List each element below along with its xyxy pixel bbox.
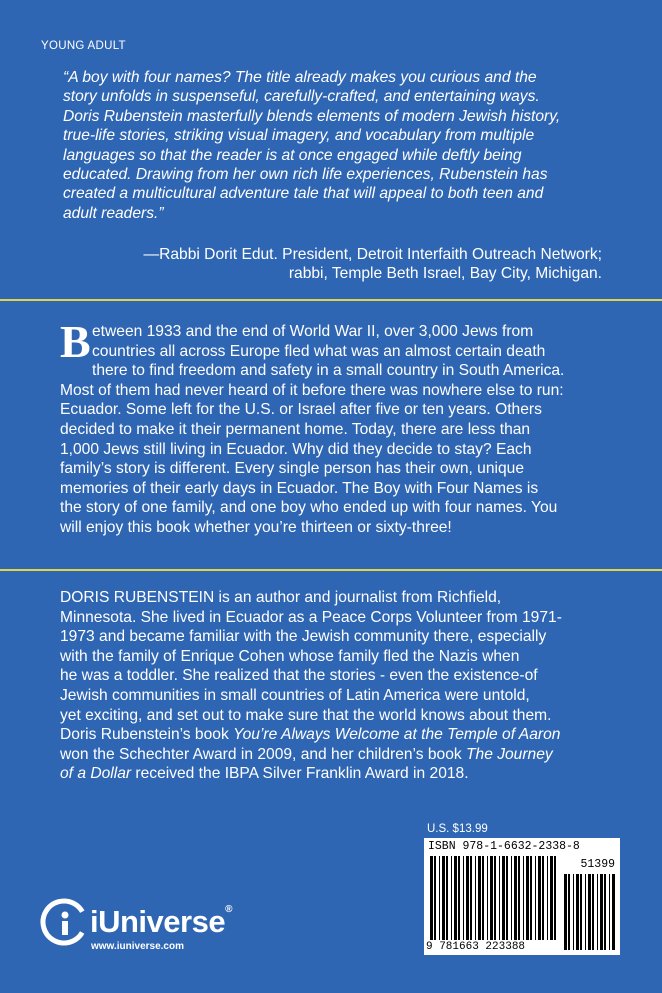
bio-line xyxy=(60,725,618,745)
synopsis-line: family’s story is different. Every single person has their own, unique xyxy=(60,460,524,478)
bio-line: DORIS RUBENSTEIN is an author and journalist from Richfield, xyxy=(60,589,502,606)
bio-line: Minnesota. She lived in Ecuador as a Peace Corps Volunteer from 1971- xyxy=(60,608,562,626)
publisher-url: www.iuniverse.com xyxy=(91,941,184,952)
barcode-bar xyxy=(588,874,591,950)
quote-line: languages so that the reader is at once engaged while deftly being xyxy=(63,146,522,164)
synopsis-line: Ecuador. Some left for the U.S. or Israel after five or ten years. Others xyxy=(60,401,542,419)
bio-text: Doris Rubenstein’s book xyxy=(60,726,234,744)
barcode-bar xyxy=(494,856,496,940)
barcode-bar xyxy=(470,856,472,940)
quote-line: educated. Drawing from her own rich life experiences, Rubenstein has xyxy=(63,166,548,184)
barcode-bar xyxy=(554,856,556,940)
bio-line: he was a toddler. She realized that the stories - even the existence-of xyxy=(60,667,538,685)
author-bio xyxy=(60,588,618,784)
barcode-bar xyxy=(514,856,517,940)
barcode-bar xyxy=(506,856,508,940)
iuniverse-swirl-icon xyxy=(40,898,88,946)
barcode-bar xyxy=(466,856,469,940)
barcode-bar xyxy=(542,856,544,940)
barcode-bar xyxy=(446,856,448,940)
barcode-bar xyxy=(458,856,460,940)
isbn-text: ISBN 978-1-6632-2338-8 xyxy=(428,840,580,853)
publisher-logo xyxy=(40,898,270,958)
barcode-bar xyxy=(550,856,553,940)
barcode-bar xyxy=(490,856,493,940)
barcode-bar xyxy=(576,874,579,950)
book-title: of a Dollar xyxy=(60,765,132,783)
bio-line: yet exciting, and set out to make sure that the world knows about them. xyxy=(60,706,552,724)
barcode-digits: 9 781663 223388 xyxy=(426,941,526,953)
barcode-bar xyxy=(482,856,484,940)
quote-line: true-life stories, striking visual imagery, and vocabulary from multiple xyxy=(63,127,535,145)
barcode-bar xyxy=(518,856,520,940)
barcode-bar xyxy=(535,856,536,940)
quote-line: story unfolds in suspenseful, carefully-crafted, and entertaining ways. xyxy=(63,88,540,106)
barcode-bar xyxy=(439,856,440,940)
barcode-bar xyxy=(442,856,445,940)
bio-line: with the family of Enrique Cohen whose family fled the Nazis when xyxy=(60,647,520,665)
publisher-name xyxy=(90,904,232,940)
barcode-bar xyxy=(434,856,436,940)
barcode-bar xyxy=(502,856,505,940)
barcode-bar xyxy=(451,856,452,940)
attribution-line: —Rabbi Dorit Edut. President, Detroit Interfaith Outreach Network; xyxy=(143,246,602,263)
barcode-bar xyxy=(499,856,500,940)
bio-line: 1973 and became familiar with the Jewish community there, especially xyxy=(60,628,547,646)
synopsis-line: will enjoy this book whether you’re thirteen or sixty-three! xyxy=(60,518,452,536)
genre-label: YOUNG ADULT xyxy=(41,40,126,52)
barcode-bar xyxy=(604,874,606,950)
barcode-bar xyxy=(526,856,529,940)
barcode-bar xyxy=(564,874,567,950)
isbn-barcode xyxy=(424,838,620,955)
bio-line xyxy=(60,764,618,784)
synopsis-line: there to find freedom and safety in a small country in South America. xyxy=(92,362,565,380)
publisher-name-text: iUniverse xyxy=(90,904,226,939)
divider-rule xyxy=(0,569,662,571)
barcode-bar xyxy=(597,874,598,950)
barcode-bar xyxy=(430,856,433,940)
price-addon-digits: 51399 xyxy=(580,858,615,871)
barcode-bar xyxy=(463,856,464,940)
bio-text: received the IBPA Silver Franklin Award in 2018. xyxy=(131,765,469,783)
synopsis-line: decided to make it their permanent home. Today, there are less than xyxy=(60,420,531,438)
bio-line: Jewish communities in small countries of Latin America were untold, xyxy=(60,686,530,704)
barcode-bar xyxy=(547,856,548,940)
price-label: U.S. $13.99 xyxy=(427,823,488,835)
barcode-bar xyxy=(475,856,476,940)
barcode-bar xyxy=(609,874,610,950)
barcode-bar xyxy=(600,874,603,950)
divider-rule xyxy=(0,299,662,301)
barcode-bar xyxy=(511,856,512,940)
quote-line: adult readers.” xyxy=(63,204,164,222)
book-title: The Journey xyxy=(466,745,553,763)
registered-mark: ® xyxy=(225,904,232,915)
quote-line: created a multicultural adventure tale that will appeal to both teen and xyxy=(63,185,544,203)
quote-attribution xyxy=(144,245,602,284)
barcode-bar xyxy=(573,874,574,950)
barcode-bar xyxy=(487,856,488,940)
barcode-bar xyxy=(612,874,615,950)
barcode-bar xyxy=(478,856,481,940)
barcode-bar xyxy=(568,874,570,950)
synopsis-line: Most of them had never heard of it before there was nowhere else to run: xyxy=(60,381,564,399)
quote-line: “A boy with four names? The title already makes you curious and the xyxy=(63,69,537,86)
barcode-bar xyxy=(523,856,524,940)
synopsis-line: the story of one family, and one boy who ended up with four names. You xyxy=(60,499,558,517)
barcode-bar xyxy=(454,856,457,940)
barcode-bar xyxy=(592,874,594,950)
quote-line: Doris Rubenstein masterfully blends elements of modern Jewish history, xyxy=(63,107,561,125)
barcode-bar xyxy=(538,856,541,940)
barcode-bars xyxy=(424,838,620,955)
synopsis-line: 1,000 Jews still living in Ecuador. Why did they decide to stay? Each xyxy=(60,440,532,458)
attribution-line: rabbi, Temple Beth Israel, Bay City, Michigan. xyxy=(288,265,602,283)
book-title: You’re Always Welcome at the Temple of Aaron xyxy=(233,726,561,744)
barcode-bar xyxy=(585,874,586,950)
book-synopsis xyxy=(60,316,618,538)
synopsis-line: etween 1933 and the end of World War II, over 3,000 Jews from xyxy=(92,323,534,340)
bio-line xyxy=(60,745,618,765)
bio-text: won the Schechter Award in 2009, and her children’s book xyxy=(60,745,466,763)
barcode-bar xyxy=(580,874,582,950)
synopsis-line: countries all across Europe fled what was an almost certain death xyxy=(92,342,546,360)
endorsement-quote xyxy=(63,68,619,223)
synopsis-line: memories of their early days in Ecuador. The Boy with Four Names is xyxy=(60,479,539,497)
barcode-bar xyxy=(530,856,532,940)
synopsis-dropcap: B xyxy=(60,316,91,367)
